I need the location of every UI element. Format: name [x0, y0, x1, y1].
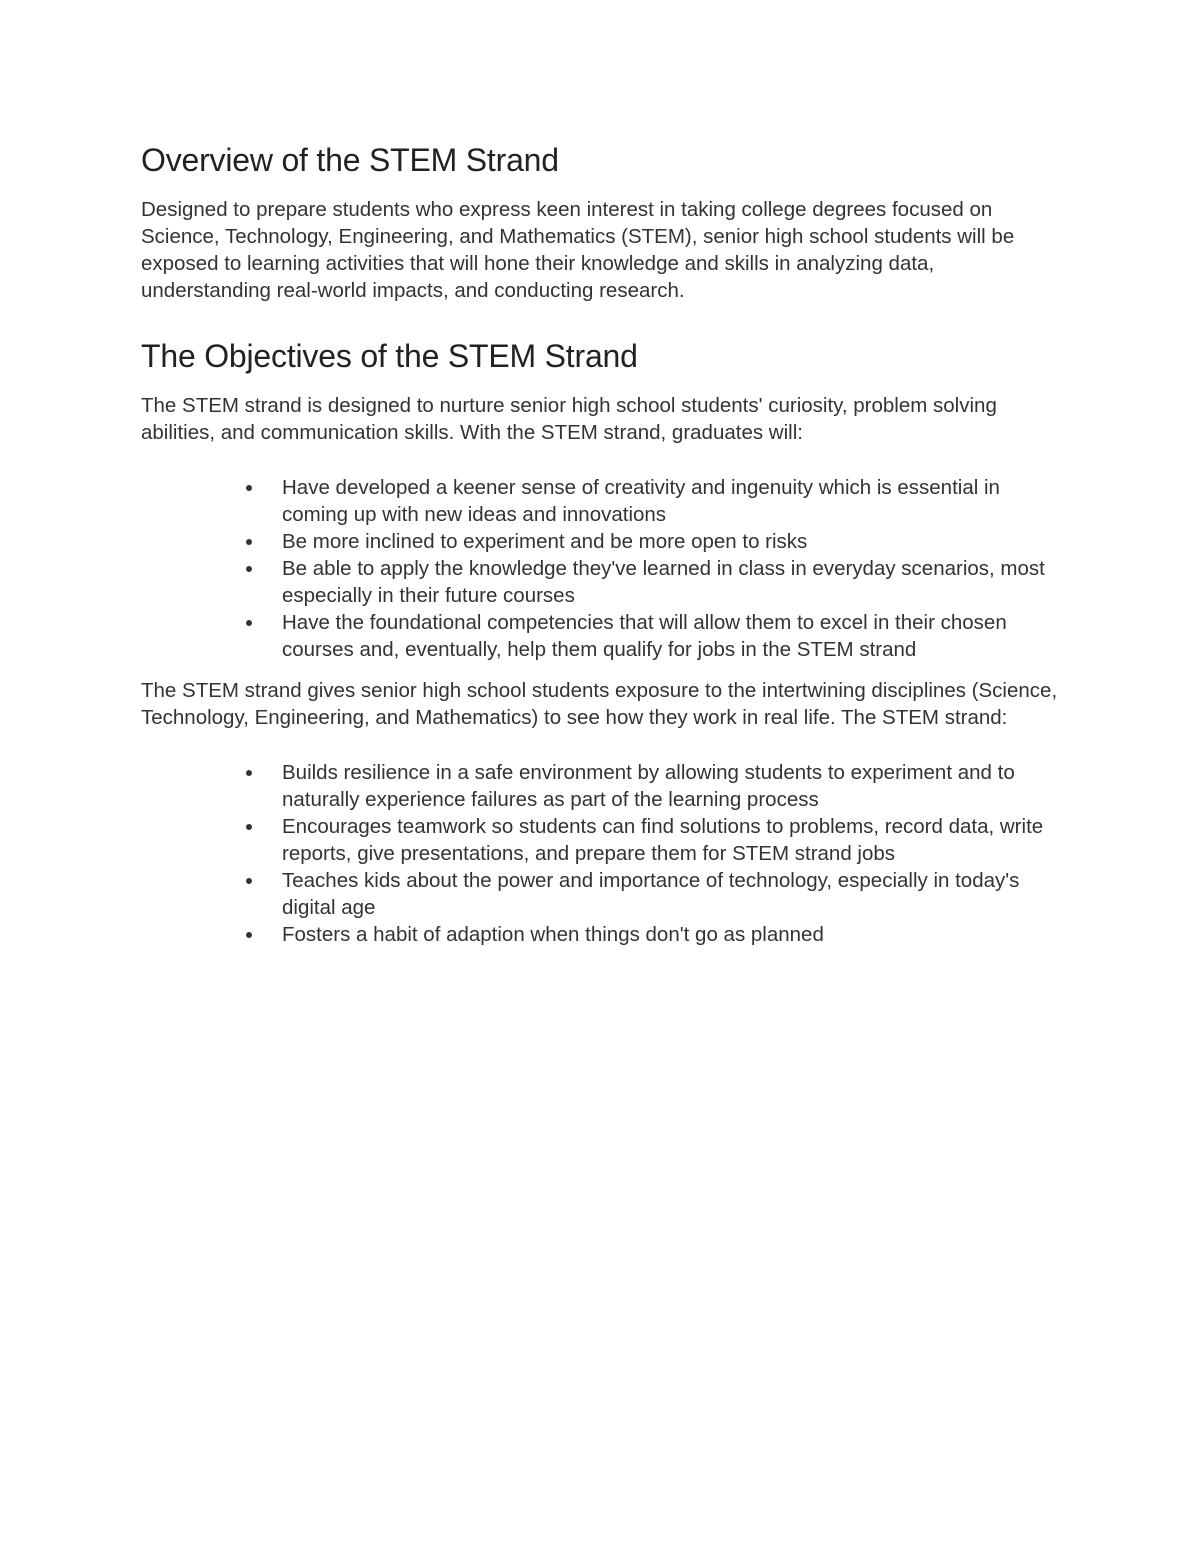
list-item	[282, 759, 1061, 813]
overview-heading: Overview of the STEM Strand	[141, 142, 559, 178]
list-item-text: Be able to apply the knowledge they've learned in class in everyday scenarios, most especially in their future courses	[282, 557, 1045, 607]
bullet-icon	[246, 566, 252, 572]
list-item-text: Have the foundational competencies that will allow them to excel in their chosen courses and, eventually, help them qualify for jobs in the STEM strand	[282, 611, 1007, 661]
bullet-icon	[246, 824, 252, 830]
document-page	[141, 140, 1061, 948]
bullet-icon	[246, 878, 252, 884]
list-item	[282, 474, 1061, 528]
list-item-text: Fosters a habit of adaption when things don't go as planned	[282, 923, 824, 946]
list-item	[282, 528, 1061, 555]
bullet-icon	[246, 932, 252, 938]
bullet-icon	[246, 620, 252, 626]
list-item	[282, 921, 1061, 948]
bullet-icon	[246, 539, 252, 545]
list-item	[282, 813, 1061, 867]
bullet-icon	[246, 485, 252, 491]
objectives-heading: The Objectives of the STEM Strand	[141, 338, 638, 374]
objectives-intro-paragraph: The STEM strand is designed to nurture senior high school students' curiosity, problem solving abilities, and communication skills. With the STEM strand, graduates will:	[141, 394, 997, 444]
benefits-list	[141, 759, 1061, 948]
exposure-paragraph: The STEM strand gives senior high school students exposure to the intertwining disciplines (Science, Technology, Engineering, and Mathematics) to see how they work in real life. The STEM strand:	[141, 679, 1058, 729]
list-item-text: Teaches kids about the power and importance of technology, especially in today's digital age	[282, 869, 1020, 919]
list-item-text: Encourages teamwork so students can find solutions to problems, record data, write reports, give presentations, and prepare them for STEM strand jobs	[282, 815, 1044, 865]
list-item	[282, 867, 1061, 921]
bullet-icon	[246, 770, 252, 776]
overview-paragraph: Designed to prepare students who express keen interest in taking college degrees focused on Science, Technology, Engineering, and Mathematics (STEM), senior high school students will be exposed to learning activities that will hone their knowledge and skills in analyzing data, understanding real-world impacts, and conducting research.	[141, 198, 1015, 302]
list-item	[282, 555, 1061, 609]
outcomes-list	[141, 474, 1061, 663]
list-item-text: Have developed a keener sense of creativity and ingenuity which is essential in coming up with new ideas and innovations	[282, 476, 1000, 526]
list-item-text: Be more inclined to experiment and be more open to risks	[282, 530, 808, 553]
list-item-text: Builds resilience in a safe environment by allowing students to experiment and to naturally experience failures as part of the learning process	[282, 761, 1015, 811]
list-item	[282, 609, 1061, 663]
